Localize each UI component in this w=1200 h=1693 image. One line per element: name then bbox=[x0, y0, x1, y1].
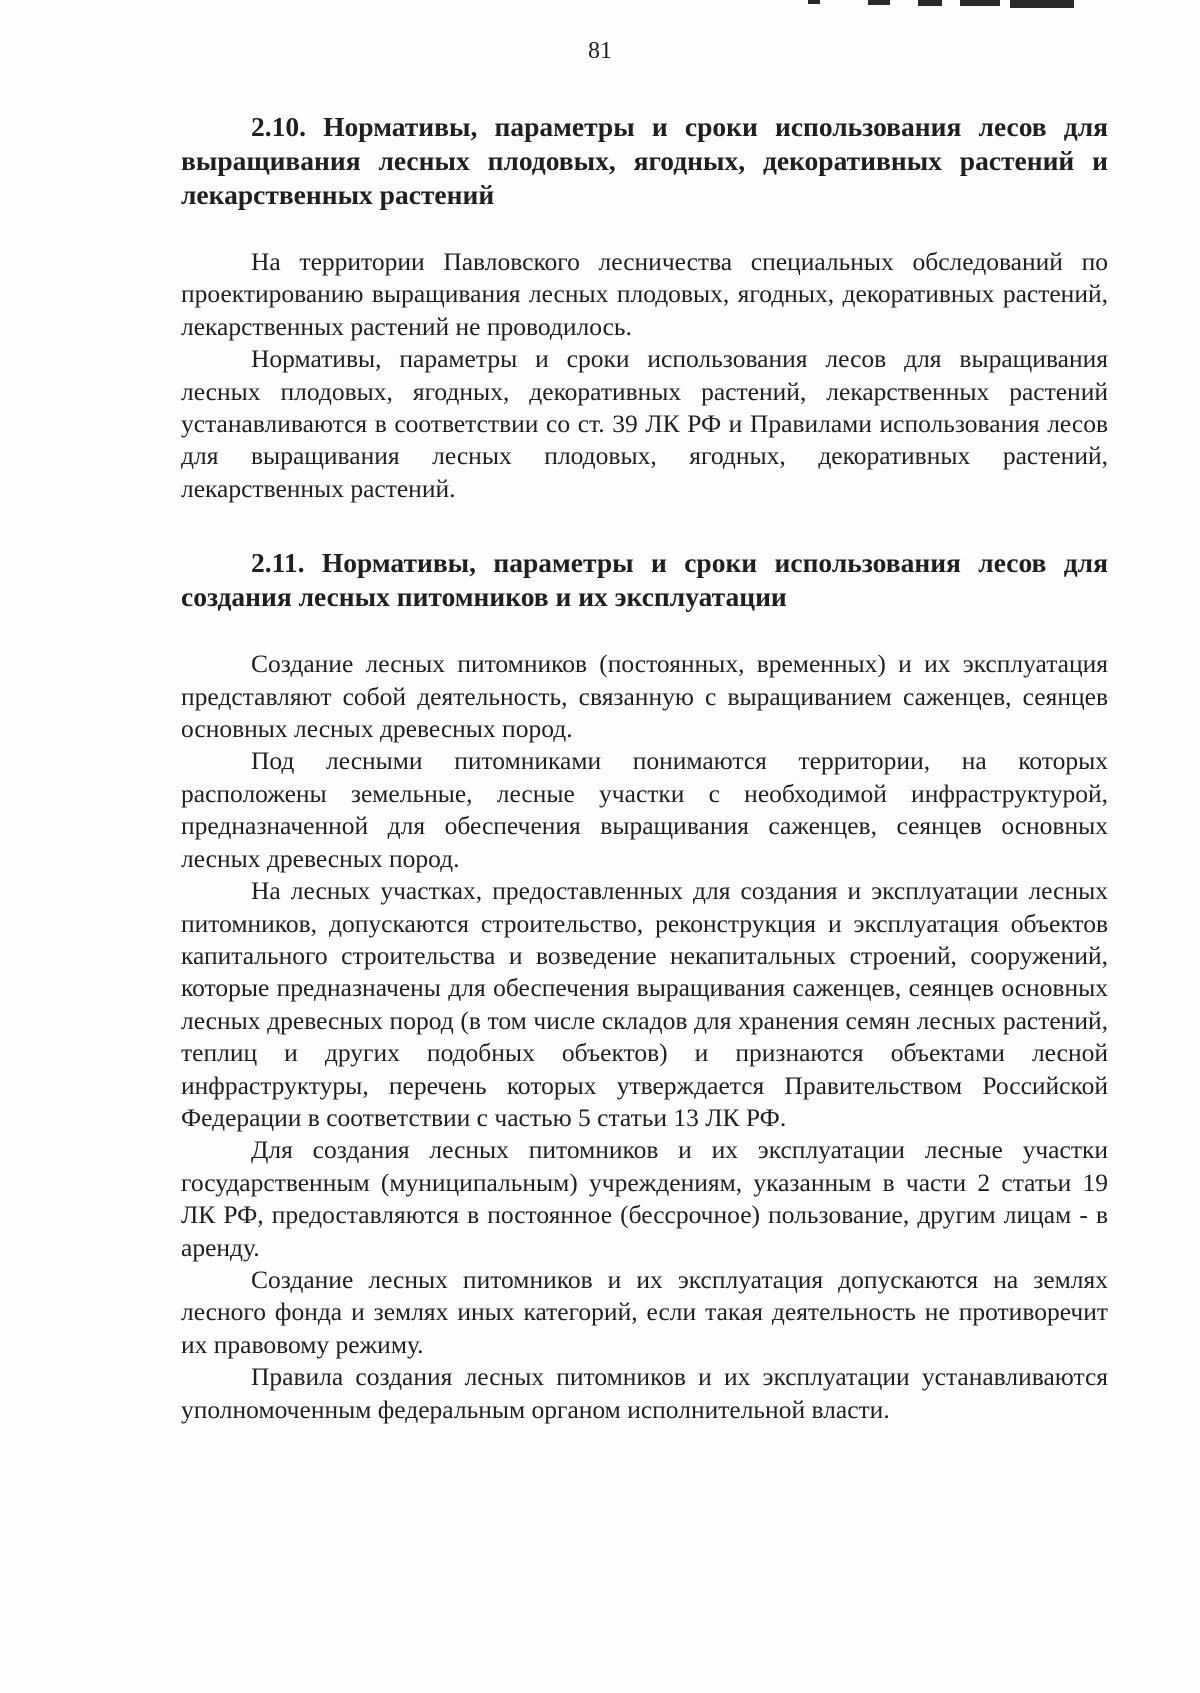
section-2-11 bbox=[181, 546, 1108, 1426]
paragraph: На лесных участках, предоставленных для создания и эксплуатации лесных питомников, допускаются строительство, реконструкция и эксплуатация объектов капитального строительства и возведение некапитальных строений, сооружений, которые предназначены для обеспечения выращивания саженцев, сеянцев основных лесных древесных пород (в том числе складов для хранения семян лесных растений, теплиц и других подобных объектов) и признаются объектами лесной инфраструктуры, перечень которых утверждается Правительством Российской Федерации в соответствии с частью 5 статьи 13 ЛК РФ. bbox=[181, 876, 1108, 1132]
document-body bbox=[181, 110, 1108, 1426]
scan-artifact-mark bbox=[1010, 0, 1074, 8]
scan-artifact-mark bbox=[960, 0, 1000, 6]
page-number: 81 bbox=[588, 38, 612, 64]
paragraph: Правила создания лесных питомников и их эксплуатации устанавливаются уполномоченным федеральным органом исполнительной власти. bbox=[181, 1362, 1108, 1424]
scan-artifact-mark bbox=[808, 0, 820, 4]
scan-artifact-mark bbox=[868, 0, 890, 5]
section-heading: 2.11. Нормативы, параметры и сроки использования лесов для создания лесных питомников и их эксплуатации bbox=[181, 547, 1108, 613]
paragraph: Нормативы, параметры и сроки использования лесов для выращивания лесных плодовых, ягодных, декоративных растений, лекарственных растений устанавливаются в соответствии со ст. 39 ЛК РФ и Правилами использования лесов для выращивания лесных плодовых, ягодных, декоративных растений, лекарственных растений. bbox=[181, 344, 1108, 503]
section-2-10 bbox=[181, 110, 1108, 505]
section-heading: 2.10. Нормативы, параметры и сроки использования лесов для выращивания лесных плодовых, ягодных, декоративных растений и лекарственных растений bbox=[181, 111, 1108, 210]
paragraph: Создание лесных питомников и их эксплуатация допускаются на землях лесного фонда и землях иных категорий, если такая деятельность не противоречит их правовому режиму. bbox=[181, 1264, 1108, 1359]
scan-artifact-mark bbox=[918, 0, 942, 6]
paragraph: Под лесными питомниками понимаются территории, на которых расположены земельные, лесные участки с необходимой инфраструктурой, предназначенной для обеспечения выращивания саженцев, сеянцев основных лесных древесных пород. bbox=[181, 746, 1108, 873]
paragraph: Создание лесных питомников (постоянных, временных) и их эксплуатация представляют собой деятельность, связанную с выращиванием саженцев, сеянцев основных лесных древесных пород. bbox=[181, 649, 1108, 744]
paragraph: Для создания лесных питомников и их эксплуатации лесные участки государственным (муниципальным) учреждениям, указанным в части 2 статьи 19 ЛК РФ, предоставляются в постоянное (бессрочное) пользование, другим лицам - в аренду. bbox=[181, 1135, 1108, 1262]
paragraph: На территории Павловского лесничества специальных обследований по проектированию выращивания лесных плодовых, ягодных, декоративных растений, лекарственных растений не проводилось. bbox=[181, 247, 1108, 341]
